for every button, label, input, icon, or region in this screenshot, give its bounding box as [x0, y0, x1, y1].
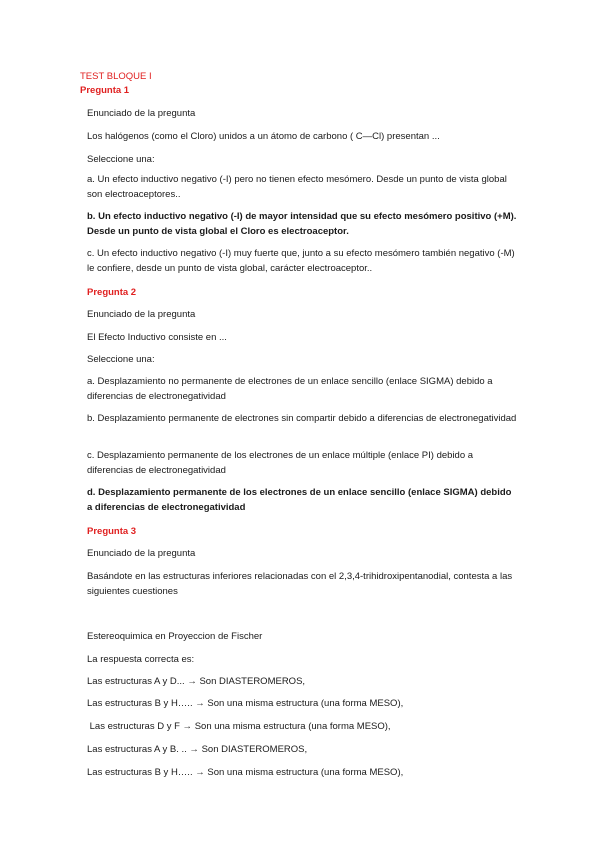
question-3-answer-5: Las estructuras B y H….. → Son una misma estructura (una forma MESO), [87, 767, 404, 778]
question-1-option-b: b. Un efecto inductivo negativo (-I) de mayor intensidad que su efecto mesómero positivo (+M). Desde un punto de vista global el Cloro es electroaceptor. [87, 211, 517, 237]
question-3-prompt-label: Enunciado de la pregunta [87, 548, 196, 559]
question-3-subtitle: Estereoquimica en Proyeccion de Fischer [87, 631, 263, 642]
question-1-statement: Los halógenos (como el Cloro) unidos a un átomo de carbono ( C—Cl) presentan ... [87, 131, 440, 142]
question-1-heading: Pregunta 1 [80, 85, 130, 96]
question-2-option-c: c. Desplazamiento permanente de los electrones de un enlace múltiple (enlace PI) debido a diferencias de electronegatividad [87, 450, 474, 476]
question-1-prompt-label: Enunciado de la pregunta [87, 108, 196, 119]
question-3-heading: Pregunta 3 [87, 526, 137, 537]
question-2-option-d: d. Desplazamiento permanente de los electrones de un enlace sencillo (enlace SIGMA) debido a diferencias de electronegatividad [87, 487, 512, 513]
question-3-answer-2: Las estructuras B y H….. → Son una misma estructura (una forma MESO), [87, 698, 404, 709]
question-3-answer-label: La respuesta correcta es: [87, 654, 195, 665]
question-3-answer-3: Las estructuras D y F → Son una misma estructura (una forma MESO), [87, 721, 391, 732]
question-3-statement: Basándote en las estructuras inferiores relacionadas con el 2,3,4-trihidroxipentanodial, contesta a las siguientes cuestiones [87, 571, 513, 597]
question-1-select-label: Seleccione una: [87, 154, 155, 165]
question-1-option-c: c. Un efecto inductivo negativo (-I) muy fuerte que, junto a su efecto mesómero también negativo (-M) le confiere, desde un punto de vista global, carácter electroaceptor.. [87, 248, 515, 274]
question-2-heading: Pregunta 2 [87, 287, 137, 298]
question-2-option-a: a. Desplazamiento no permanente de electrones de un enlace sencillo (enlace SIGMA) debido a diferencias de electronegatividad [87, 376, 493, 402]
question-1-option-a: a. Un efecto inductivo negativo (-I) pero no tienen efecto mesómero. Desde un punto de vista global son electroaceptores.. [87, 174, 507, 200]
question-2-prompt-label: Enunciado de la pregunta [87, 309, 196, 320]
document-title: TEST BLOQUE I [80, 71, 152, 82]
question-2-select-label: Seleccione una: [87, 354, 155, 365]
question-3-answer-4: Las estructuras A y B. .. → Son DIASTEROMEROS, [87, 744, 308, 755]
question-3-answer-1: Las estructuras A y D... → Son DIASTEROMEROS, [87, 676, 306, 687]
question-2-statement: El Efecto Inductivo consiste en ... [87, 332, 227, 343]
question-2-option-b: b. Desplazamiento permanente de electrones sin compartir debido a diferencias de electronegatividad [87, 413, 517, 424]
